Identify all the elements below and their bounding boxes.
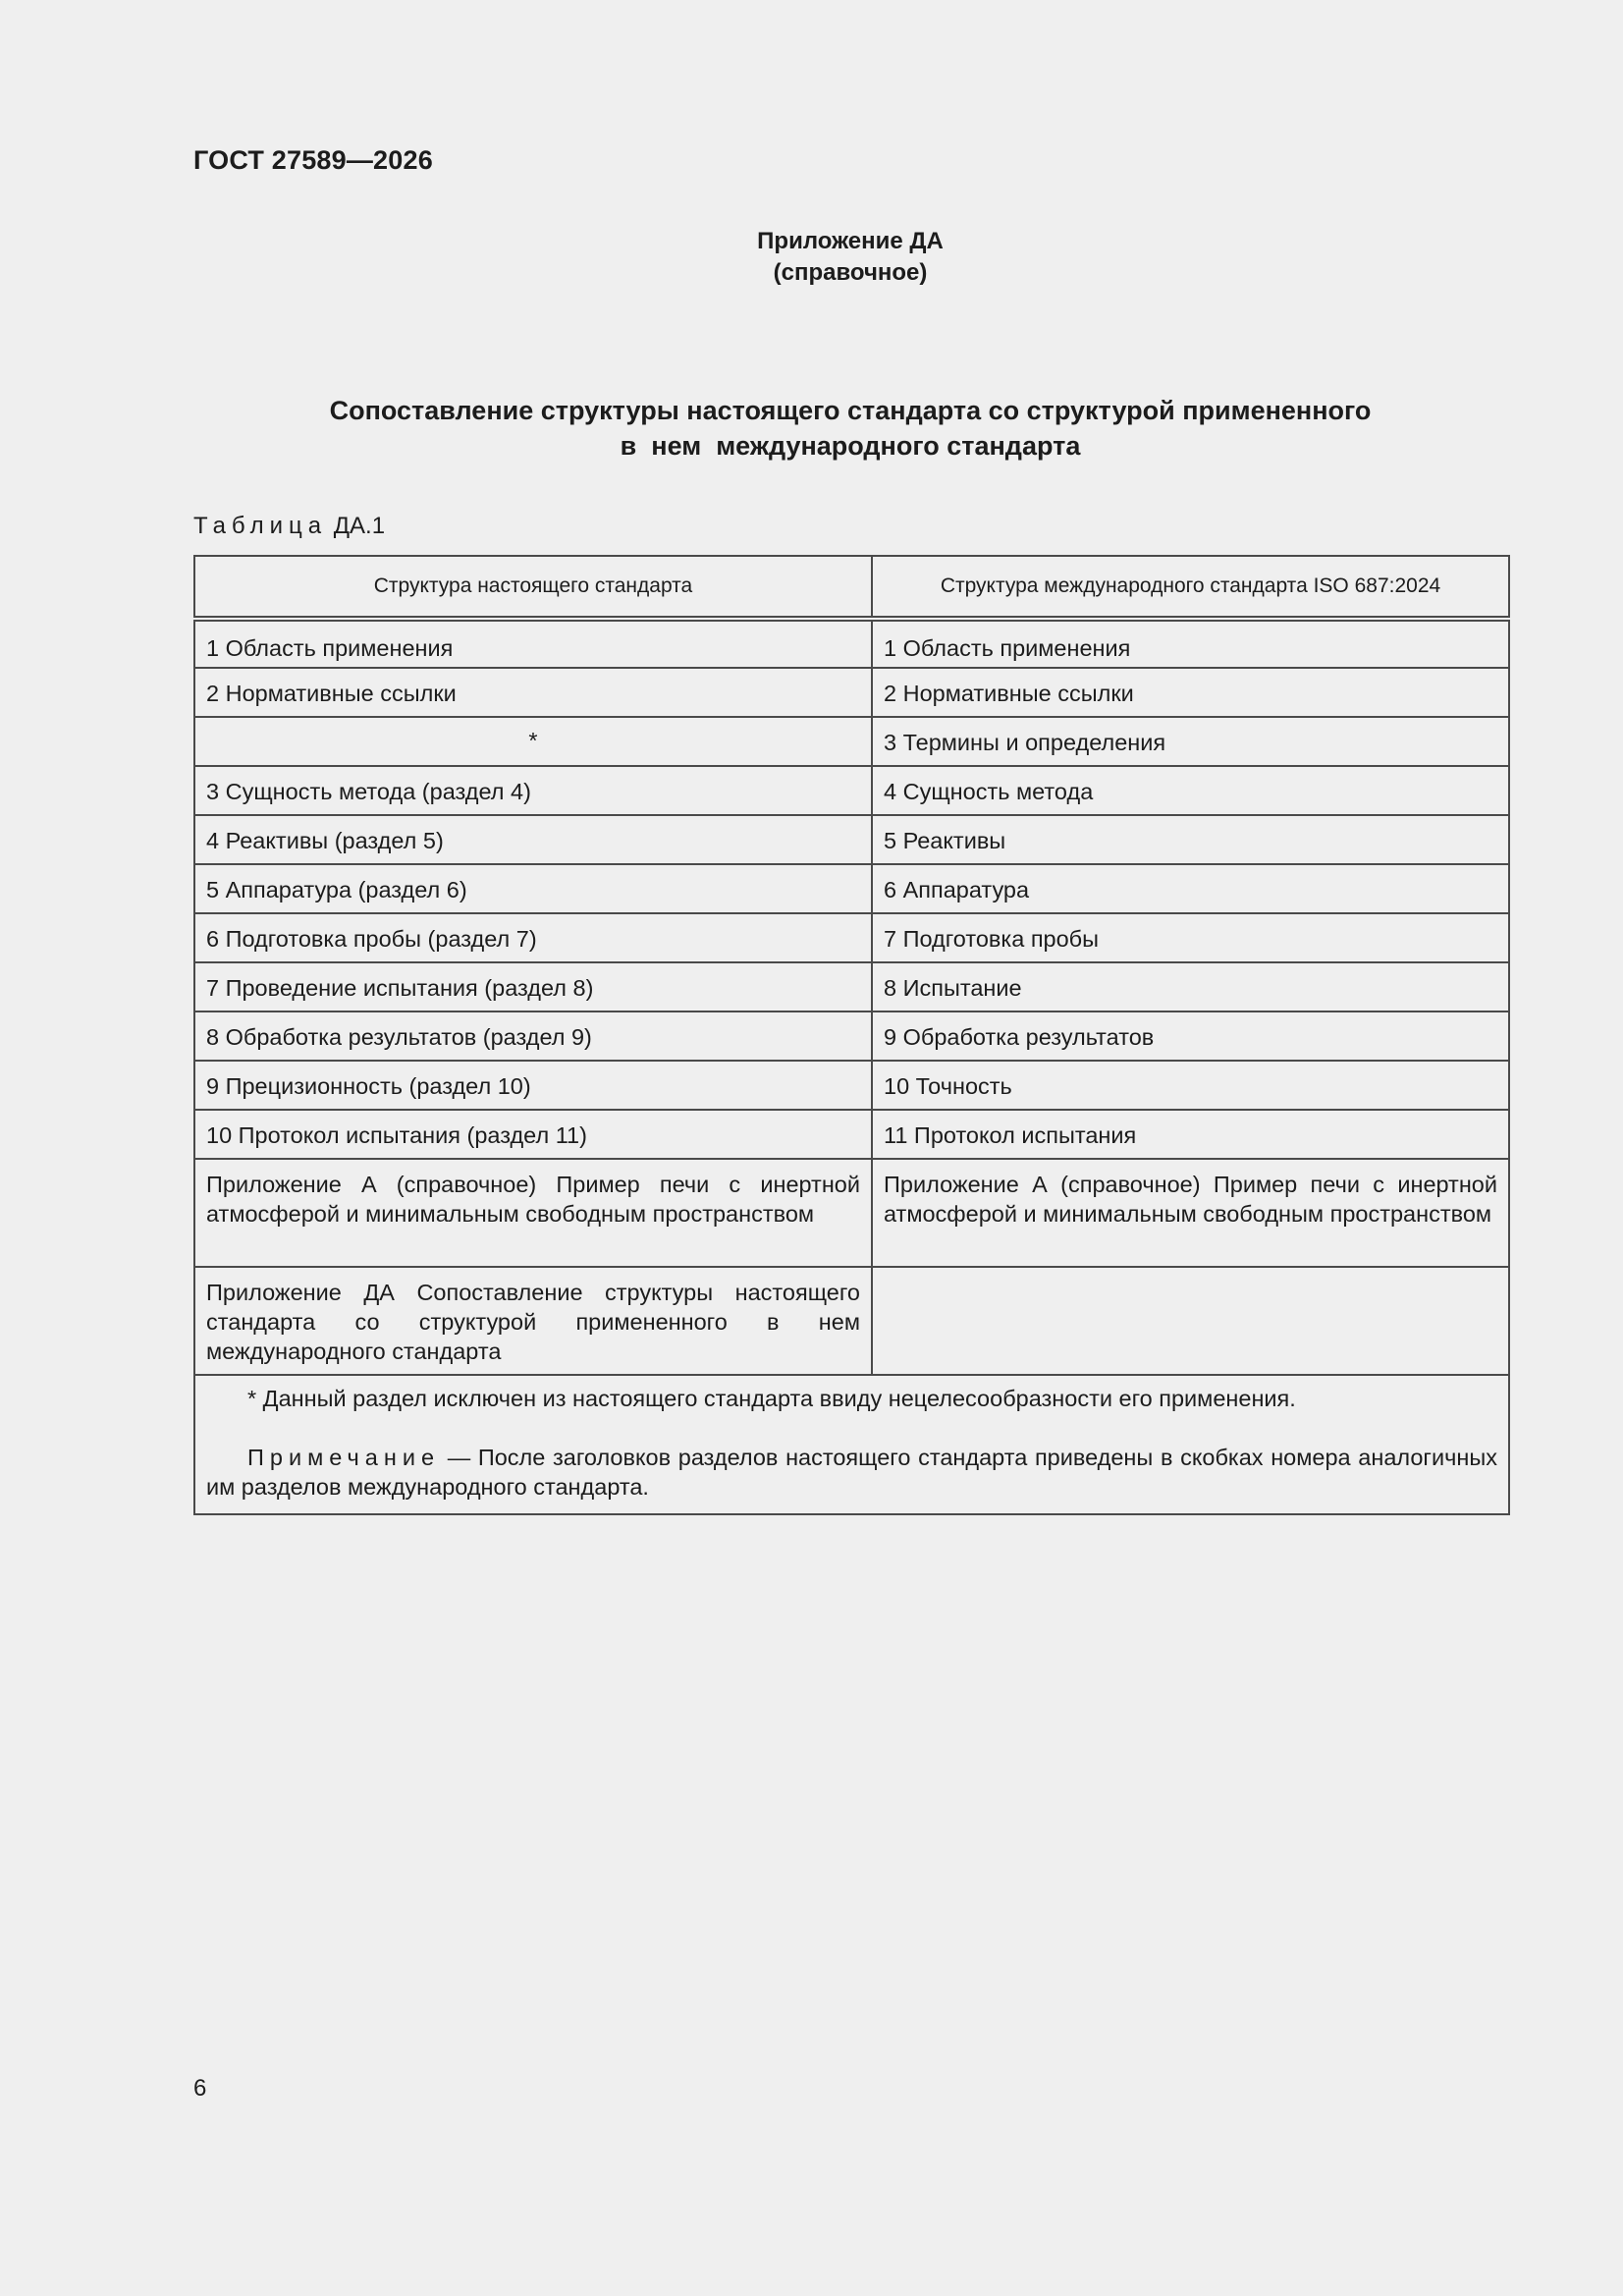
table-footnote-row <box>194 1375 1509 1514</box>
table-cell-national: * <box>194 717 872 766</box>
table-row <box>194 668 1509 717</box>
document-title-line-1: Сопоставление структуры настоящего стандарта со структурой примененного <box>329 396 1372 425</box>
table-cell-national: Приложение ДА Сопоставление структуры настоящего стандарта со структурой примененного в нем международного стандарта <box>194 1267 872 1375</box>
table-cell-national: 8 Обработка результатов (раздел 9) <box>194 1011 872 1061</box>
table-row <box>194 717 1509 766</box>
table-cell-national: 2 Нормативные ссылки <box>194 668 872 717</box>
table-cell-national: 5 Аппаратура (раздел 6) <box>194 864 872 913</box>
table-cell-international: 4 Сущность метода <box>872 766 1509 815</box>
appendix-title: Приложение ДА <box>757 228 944 254</box>
table-cell-national: 1 Область применения <box>194 619 872 668</box>
table-cell-international: 6 Аппаратура <box>872 864 1509 913</box>
table-cell-national: 7 Проведение испытания (раздел 8) <box>194 962 872 1011</box>
page-number: 6 <box>193 2075 207 2102</box>
table-row <box>194 1159 1509 1267</box>
table-row <box>194 1110 1509 1159</box>
table-cell-international: 7 Подготовка пробы <box>872 913 1509 962</box>
table-cell-national: Приложение А (справочное) Пример печи с инертной атмосферой и минимальным свободным пространством <box>194 1159 872 1267</box>
table-cell-international <box>872 1267 1509 1375</box>
table-cell-international: 10 Точность <box>872 1061 1509 1110</box>
table-row <box>194 1267 1509 1375</box>
document-title <box>193 393 1507 464</box>
table-row <box>194 1011 1509 1061</box>
table-row <box>194 1061 1509 1110</box>
table-cell-international: 5 Реактивы <box>872 815 1509 864</box>
table-cell-international: 2 Нормативные ссылки <box>872 668 1509 717</box>
table-cell-international: 11 Протокол испытания <box>872 1110 1509 1159</box>
table-footnote: * Данный раздел исключен из настоящего стандарта ввиду нецелесообразности его применения. <box>247 1386 1296 1411</box>
appendix-heading <box>193 226 1507 289</box>
table-cell-national: 10 Протокол испытания (раздел 11) <box>194 1110 872 1159</box>
table-row <box>194 913 1509 962</box>
table-cell-international: 9 Обработка результатов <box>872 1011 1509 1061</box>
table-caption-id: ДА.1 <box>333 513 386 539</box>
table-cell-national: 9 Прецизионность (раздел 10) <box>194 1061 872 1110</box>
table-caption <box>193 513 385 540</box>
table-caption-word: Таблица <box>193 513 328 539</box>
table-row <box>194 815 1509 864</box>
column-header-international: Структура международного стандарта ISO 687:2024 <box>872 556 1509 619</box>
table-cell-international: 3 Термины и определения <box>872 717 1509 766</box>
table-row <box>194 962 1509 1011</box>
table-row <box>194 766 1509 815</box>
table-row <box>194 864 1509 913</box>
table-note-label: Примечание <box>247 1445 441 1470</box>
table-footnote-cell <box>194 1375 1509 1514</box>
appendix-subtitle: (справочное) <box>773 259 928 286</box>
table-row <box>194 619 1509 668</box>
table-cell-national: 3 Сущность метода (раздел 4) <box>194 766 872 815</box>
table-header-row <box>194 556 1509 619</box>
table-cell-international: 1 Область применения <box>872 619 1509 668</box>
column-header-national: Структура настоящего стандарта <box>194 556 872 619</box>
table-cell-international: 8 Испытание <box>872 962 1509 1011</box>
structure-comparison-table <box>193 555 1510 1515</box>
document-title-line-2: в нем международного стандарта <box>620 431 1081 461</box>
table-cell-national: 4 Реактивы (раздел 5) <box>194 815 872 864</box>
table-cell-international: Приложение А (справочное) Пример печи с инертной атмосферой и минимальным свободным пространством <box>872 1159 1509 1267</box>
table-cell-national: 6 Подготовка пробы (раздел 7) <box>194 913 872 962</box>
table-note <box>206 1443 1497 1502</box>
document-code: ГОСТ 27589—2026 <box>193 145 433 175</box>
table-note-text: — После заголовков разделов настоящего стандарта приведены в скобках номера аналогичных им разделов международного стандарта. <box>206 1445 1497 1500</box>
